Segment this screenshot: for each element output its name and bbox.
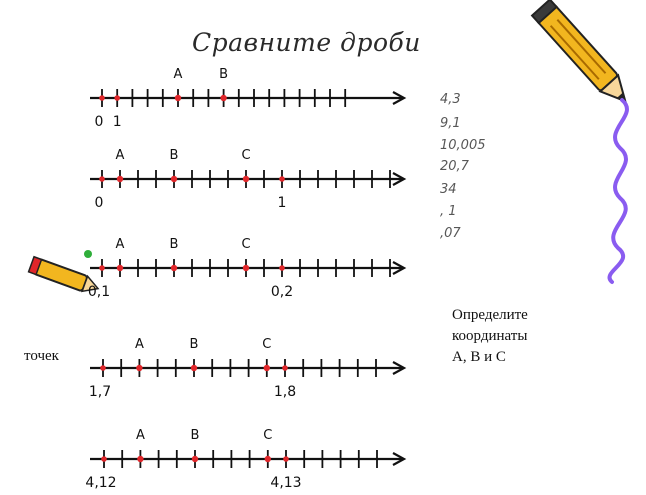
end-label: 4,13	[270, 475, 302, 491]
point-label: A	[115, 237, 125, 252]
line-5	[85, 428, 404, 491]
reference-point	[279, 176, 285, 182]
point-label: B	[190, 428, 200, 443]
end-label: 0,2	[270, 284, 294, 300]
point-label: B	[219, 67, 229, 82]
side-word: точек	[24, 348, 59, 364]
point-label: C	[263, 428, 273, 443]
point-label: B	[189, 337, 199, 352]
start-label: 0,1	[87, 284, 111, 300]
point-b	[220, 95, 226, 101]
background-item: 4,3	[440, 92, 461, 107]
background-item: 34	[440, 182, 457, 197]
point-a	[136, 365, 142, 371]
instruction-line: Определите	[452, 307, 528, 323]
point-label: C	[241, 148, 251, 163]
point-c	[265, 456, 271, 462]
point-a	[175, 95, 181, 101]
reference-point	[282, 365, 288, 371]
point-label: A	[134, 337, 144, 352]
background-item: ,07	[440, 226, 461, 241]
instruction-line: координаты	[452, 328, 528, 344]
point-b	[192, 456, 198, 462]
point-label: B	[169, 237, 179, 252]
point-label: B	[169, 148, 179, 163]
start-label: 4,12	[85, 475, 117, 491]
slide-title: Сравните дроби	[192, 28, 421, 57]
reference-point	[114, 95, 120, 101]
end-label: 1	[112, 114, 122, 130]
reference-point	[101, 456, 107, 462]
background-item: 20,7	[440, 159, 469, 174]
reference-point	[99, 95, 105, 101]
start-label: 0	[94, 195, 104, 211]
line-1	[90, 67, 404, 130]
point-c	[243, 265, 249, 271]
point-b	[171, 176, 177, 182]
reference-point	[279, 265, 285, 271]
point-label: A	[135, 428, 145, 443]
point-label: C	[241, 237, 251, 252]
reference-point	[99, 265, 105, 271]
point-c	[264, 365, 270, 371]
point-label: C	[262, 337, 272, 352]
point-a	[117, 265, 123, 271]
reference-point	[99, 176, 105, 182]
point-a	[117, 176, 123, 182]
line-3	[88, 237, 404, 300]
instruction-line: А, В и С	[452, 349, 506, 365]
start-label: 0	[94, 114, 104, 130]
point-b	[171, 265, 177, 271]
point-a	[137, 456, 143, 462]
start-label: 1,7	[88, 384, 112, 400]
line-4	[89, 337, 404, 400]
reference-point	[283, 456, 289, 462]
end-label: 1,8	[273, 384, 297, 400]
line-2	[90, 148, 404, 211]
reference-point	[100, 365, 106, 371]
background-item: , 1	[440, 204, 457, 219]
background-item: 10,005	[440, 138, 486, 153]
background-item: 9,1	[440, 116, 461, 131]
end-label: 1	[277, 195, 287, 211]
point-b	[191, 365, 197, 371]
point-c	[243, 176, 249, 182]
point-label: A	[115, 148, 125, 163]
point-label: A	[173, 67, 183, 82]
